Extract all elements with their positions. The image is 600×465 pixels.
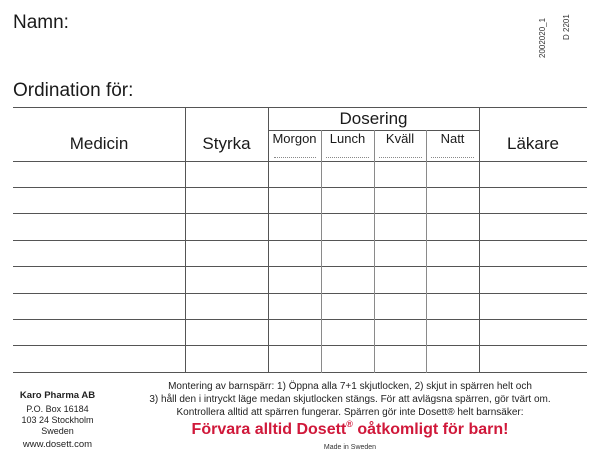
cell-lunch[interactable] (323, 242, 372, 264)
header-medicin: Medicin (69, 134, 129, 153)
col-divider (321, 130, 322, 373)
cell-medicin[interactable] (15, 242, 183, 264)
header-lakare: Läkare (507, 134, 559, 153)
company-block (10, 390, 105, 450)
cell-morgon[interactable] (270, 295, 319, 317)
cell-lakare[interactable] (481, 189, 585, 211)
company-name: Karo Pharma AB (19, 390, 96, 401)
cell-morgon[interactable] (270, 347, 319, 370)
document-code: 2002020_1 (538, 17, 547, 58)
cell-natt[interactable] (428, 268, 477, 291)
cell-styrka[interactable] (187, 321, 266, 343)
row-line (13, 187, 587, 188)
header-styrka: Styrka (202, 134, 251, 153)
cell-lunch[interactable] (323, 189, 372, 211)
cell-morgon[interactable] (270, 215, 319, 238)
instructions (120, 380, 580, 419)
header-morgon: Morgon (272, 131, 317, 146)
cell-medicin[interactable] (15, 295, 183, 317)
warning-part2: oåtkomligt för barn! (352, 421, 509, 438)
row-line (13, 293, 587, 294)
row-line (13, 213, 587, 214)
cell-kvall[interactable] (376, 215, 424, 238)
cell-medicin[interactable] (15, 215, 183, 238)
cell-styrka[interactable] (187, 295, 266, 317)
warning-part1: Förvara alltid Dosett (191, 421, 347, 438)
cell-natt[interactable] (428, 295, 477, 317)
col-divider (268, 107, 269, 373)
cell-styrka[interactable] (187, 268, 266, 291)
dotted-line (431, 157, 474, 158)
col-divider (374, 130, 375, 373)
cell-kvall[interactable] (376, 268, 424, 291)
dotted-line (379, 157, 422, 158)
cell-medicin[interactable] (15, 163, 183, 185)
website: www.dosett.com (22, 439, 93, 450)
cell-styrka[interactable] (187, 163, 266, 185)
cell-lakare[interactable] (481, 215, 585, 238)
cell-lunch[interactable] (323, 347, 372, 370)
header-kvall: Kväll (385, 131, 415, 146)
instruction-line: Montering av barnspärr: 1) Öppna alla 7+1 skjutlocken, 2) skjut in spärren helt och (168, 381, 532, 392)
cell-lakare[interactable] (481, 242, 585, 264)
instruction-line: Kontrollera alltid att spärren fungerar. Spärren gör inte Dosett® helt barnsäker: (176, 407, 524, 418)
dotted-line (274, 157, 316, 158)
cell-kvall[interactable] (376, 163, 424, 185)
row-line (13, 319, 587, 320)
address-line: Sweden (41, 426, 74, 436)
instruction-line: 3) håll den i intryckt läge medan skjutlocken stängs. För att avlägsna spärren, gör tvärt om. (149, 394, 551, 405)
header-natt: Natt (440, 131, 465, 146)
table-bottom-line (13, 372, 587, 373)
cell-lakare[interactable] (481, 163, 585, 185)
cell-natt[interactable] (428, 215, 477, 238)
cell-lunch[interactable] (323, 163, 372, 185)
cell-medicin[interactable] (15, 189, 183, 211)
cell-lunch[interactable] (323, 215, 372, 238)
cell-styrka[interactable] (187, 189, 266, 211)
cell-lunch[interactable] (323, 268, 372, 291)
dotted-line (326, 157, 369, 158)
made-in: Made in Sweden (323, 444, 377, 451)
row-line (13, 266, 587, 267)
header-bottom-line (13, 161, 587, 162)
cell-medicin[interactable] (15, 268, 183, 291)
product-code: D 2201 (562, 14, 571, 40)
row-line (13, 345, 587, 346)
cell-natt[interactable] (428, 163, 477, 185)
cell-kvall[interactable] (376, 295, 424, 317)
cell-kvall[interactable] (376, 242, 424, 264)
cell-natt[interactable] (428, 321, 477, 343)
cell-lakare[interactable] (481, 347, 585, 370)
cell-natt[interactable] (428, 242, 477, 264)
cell-natt[interactable] (428, 347, 477, 370)
cell-medicin[interactable] (15, 321, 183, 343)
name-label: Namn: (13, 12, 69, 33)
cell-morgon[interactable] (270, 163, 319, 185)
cell-morgon[interactable] (270, 242, 319, 264)
cell-kvall[interactable] (376, 347, 424, 370)
cell-lunch[interactable] (323, 295, 372, 317)
cell-lakare[interactable] (481, 268, 585, 291)
header-dosering: Dosering (339, 109, 408, 128)
ordination-label: Ordination för: (13, 80, 134, 101)
address-line: P.O. Box 16184 (26, 404, 89, 414)
table-top-line (13, 107, 587, 108)
warning-text (120, 421, 580, 439)
cell-natt[interactable] (428, 189, 477, 211)
cell-morgon[interactable] (270, 268, 319, 291)
cell-medicin[interactable] (15, 347, 183, 370)
cell-styrka[interactable] (187, 215, 266, 238)
address-line: 103 24 Stockholm (21, 415, 94, 425)
cell-kvall[interactable] (376, 189, 424, 211)
registered-mark: ® (346, 419, 353, 429)
col-divider (426, 130, 427, 373)
cell-lunch[interactable] (323, 321, 372, 343)
row-line (13, 240, 587, 241)
cell-lakare[interactable] (481, 321, 585, 343)
cell-kvall[interactable] (376, 321, 424, 343)
cell-morgon[interactable] (270, 189, 319, 211)
cell-morgon[interactable] (270, 321, 319, 343)
header-lunch: Lunch (329, 131, 366, 146)
cell-styrka[interactable] (187, 242, 266, 264)
cell-styrka[interactable] (187, 347, 266, 370)
cell-lakare[interactable] (481, 295, 585, 317)
